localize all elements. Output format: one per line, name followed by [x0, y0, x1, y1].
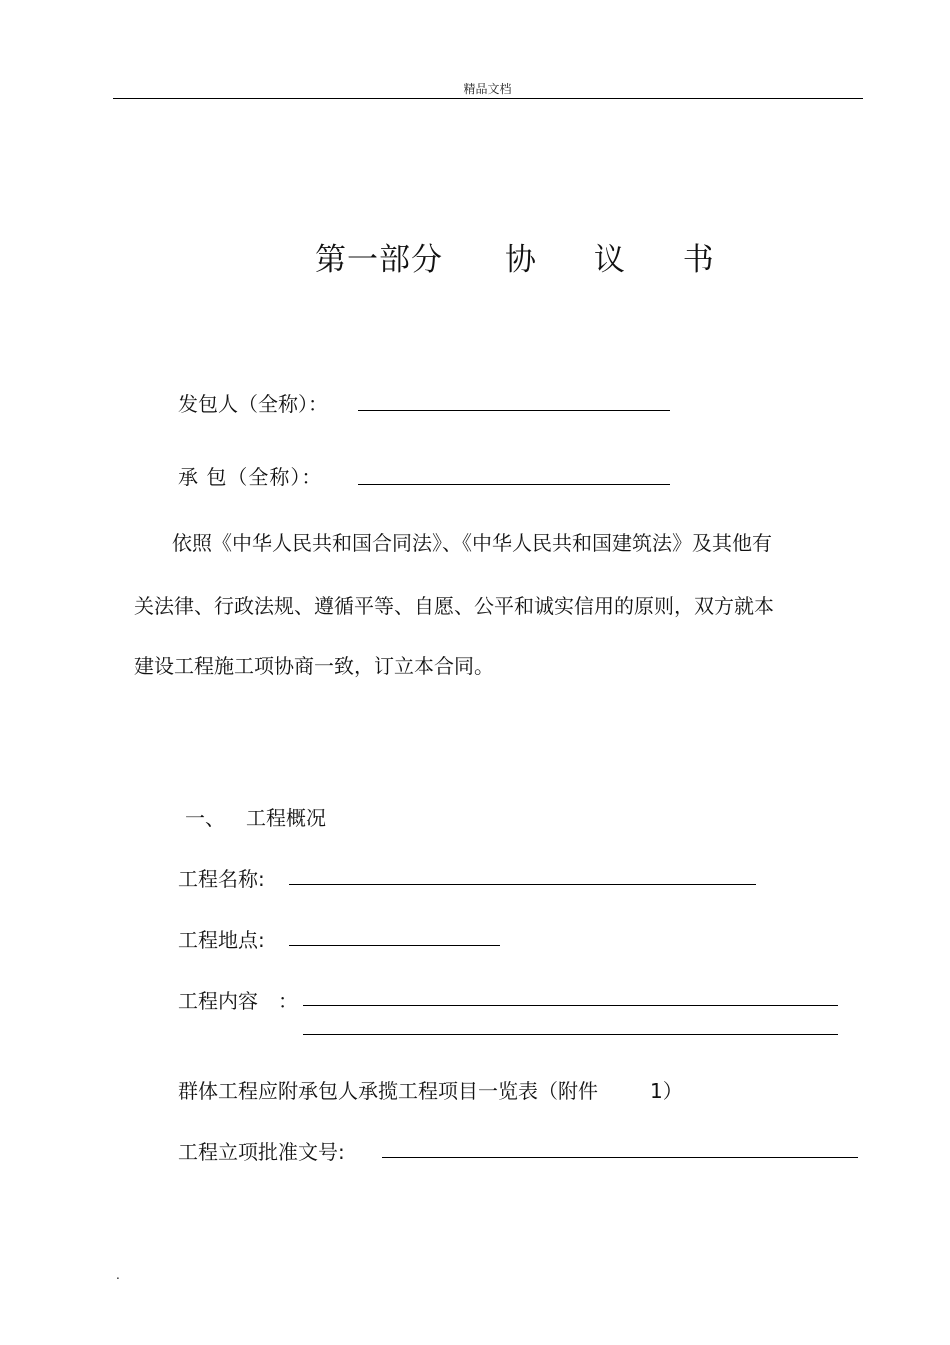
section-number: 一、	[185, 806, 225, 830]
footer-mark: .	[116, 1268, 120, 1282]
project-name-blank	[289, 884, 756, 885]
project-content-blank-2	[303, 1034, 838, 1035]
group-project-note: 群体工程应附承包人承揽工程项目一览表（附件	[178, 1079, 598, 1103]
project-location-label: 工程地点:	[178, 928, 265, 952]
contractor-label: 承 包（全称）：	[178, 465, 323, 489]
employer-name-blank	[358, 410, 670, 411]
intro-line-3: 建设工程施工项协商一致，订立本合同。	[134, 654, 494, 678]
employer-label: 发包人（全称）：	[178, 392, 328, 416]
document-title: 协 议 书	[505, 242, 738, 278]
intro-line-1: 依照《中华人民共和国合同法》、《中华人民共和国建筑法》及其他有	[172, 531, 772, 555]
section-heading: 工程概况	[246, 806, 326, 830]
approval-number-label: 工程立项批准文号:	[178, 1140, 345, 1164]
project-location-blank	[289, 945, 500, 946]
project-content-label: 工程内容	[178, 989, 258, 1013]
project-content-colon: ：	[278, 989, 298, 1013]
page-header: 精品文档	[463, 82, 512, 96]
group-project-note-attachment: 1）	[650, 1079, 683, 1103]
document-part-title: 第一部分	[315, 242, 443, 278]
header-divider	[113, 98, 863, 99]
approval-number-blank	[382, 1157, 858, 1158]
intro-line-2: 关法律、行政法规、遵循平等、自愿、公平和诚实信用的原则，双方就本	[134, 594, 774, 618]
project-name-label: 工程名称:	[178, 867, 265, 891]
contractor-name-blank	[358, 484, 670, 485]
project-content-blank-1	[303, 1005, 838, 1006]
